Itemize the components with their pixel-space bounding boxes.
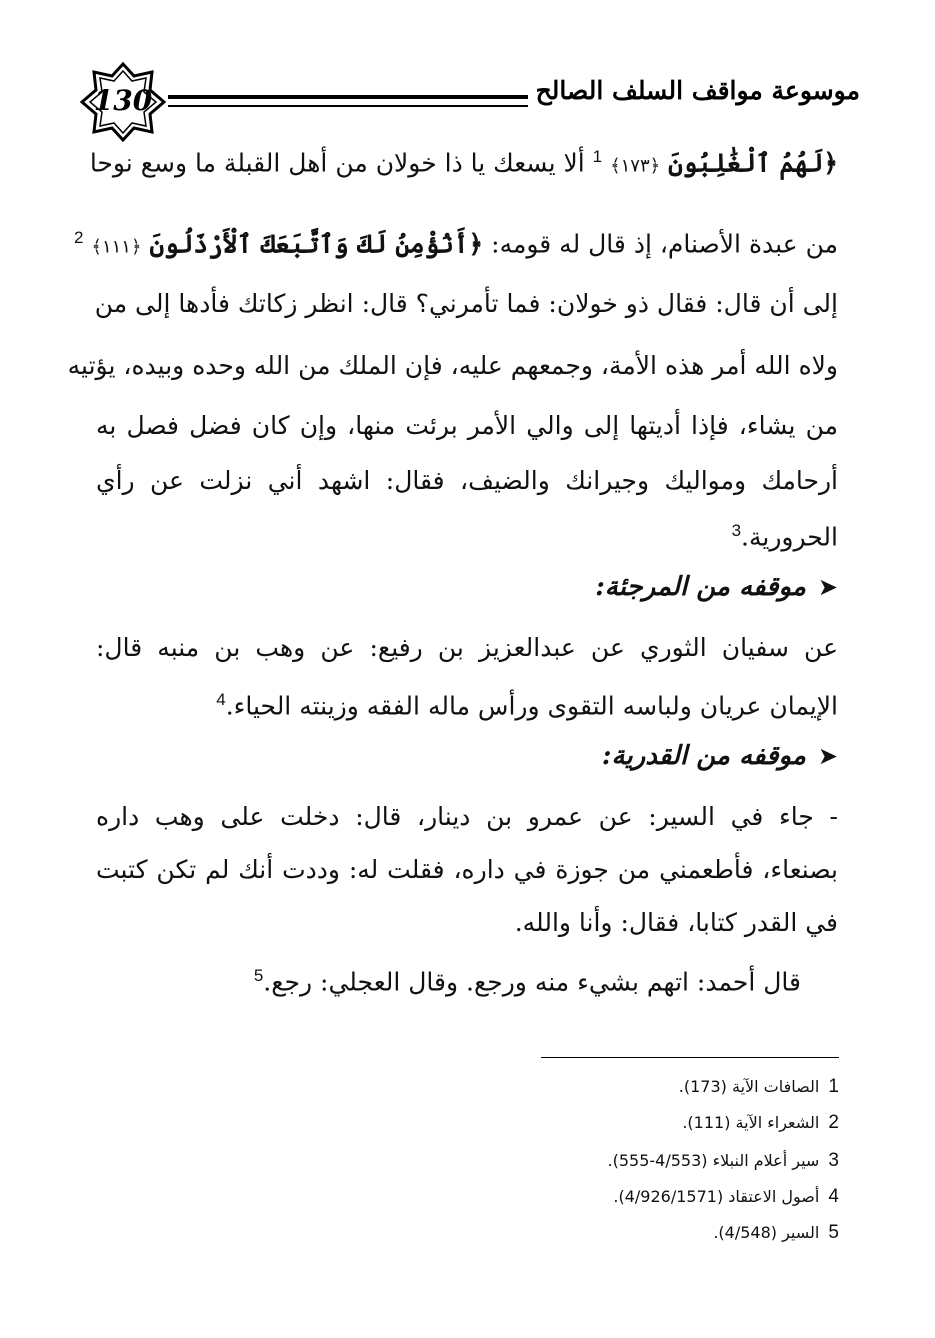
- footnote-ref: 1: [592, 147, 603, 166]
- footnote-text: الشعراء الآية (111).: [682, 1113, 820, 1132]
- footnote-ref: 4: [216, 690, 226, 709]
- verse-mark: ﴿١٧٣﴾: [610, 155, 661, 177]
- footnote-3: [96, 1149, 839, 1173]
- verse-mark: ﴿١١١﴾: [91, 236, 142, 258]
- footnote-number: 3: [828, 1150, 839, 1171]
- footnote-2: [96, 1111, 839, 1135]
- body-text: الإيمان عريان ولباسه التقوى ورأس ماله الفقه وزينته الحياء.: [225, 691, 838, 721]
- footnote-divider: [541, 1057, 839, 1058]
- body-line-3: إلى أن قال: فقال ذو خولان: فما تأمرني؟ قال: انظر زكاتك فأدها إلى من: [94, 289, 838, 318]
- footnote-number: 1: [828, 1076, 839, 1097]
- footnote-text: السير (4/548).: [713, 1223, 820, 1242]
- body-line-7: [96, 514, 838, 554]
- footnote-ref: 2: [73, 228, 84, 247]
- body-line-4: ولاه الله أمر هذه الأمة، وجمعهم عليه، فإن الملك من الله وحده وبيده، يؤتيه: [67, 351, 838, 380]
- heading-text: موقفه من المرجئة:: [595, 572, 806, 602]
- footnote-number: 2: [828, 1112, 839, 1133]
- footnote-number: 4: [828, 1186, 839, 1207]
- footnote-text: أصول الاعتقاد (4/926/1571).: [613, 1187, 820, 1206]
- footnote-ref: 5: [253, 966, 264, 985]
- quran-quote: ﴿لَهُمُ ٱلْغَٰلِبُونَ: [668, 148, 838, 178]
- body-text: ألا يسعك يا ذا خولان من أهل القبلة ما وسع نوحا: [89, 148, 585, 178]
- qadariya-line-4: [96, 959, 801, 999]
- book-title: موسوعة مواقف السلف الصالح: [535, 76, 860, 105]
- footnote-ref: 3: [731, 521, 742, 540]
- qadariya-line-3: في القدر كتابا، فقال: وأنا والله.: [514, 908, 838, 937]
- qadariya-line-2: بصنعاء، فأطعمني من جوزة في داره، فقلت له: وددت أنك لم تكن كتبت: [96, 855, 838, 884]
- footnote-text: الصافات الآية (173).: [678, 1077, 820, 1096]
- murjia-line-1: عن سفيان الثوري عن عبدالعزيز بن رفيع: عن وهب بن منبه قال:: [96, 633, 838, 662]
- header-rule: [168, 95, 528, 107]
- body-line-2: [73, 221, 838, 264]
- section-heading-murjia: [96, 572, 838, 602]
- body-text: من عبدة الأصنام، إذ قال له قومه:: [483, 229, 838, 259]
- footnote-1: [96, 1075, 839, 1099]
- footnote-4: [96, 1185, 839, 1209]
- qadariya-line-1: - جاء في السير: عن عمرو بن دينار، قال: دخلت على وهب داره: [96, 802, 838, 831]
- arrow-icon: ➤: [817, 742, 838, 770]
- murjia-line-2: [96, 683, 838, 723]
- body-line-6: أرحامك ومواليك وجيرانك والضيف، فقال: اشهد أني نزلت عن رأي: [96, 466, 838, 495]
- body-text: قال أحمد: اتهم بشيء منه ورجع. وقال العجلي: رجع.: [263, 967, 801, 997]
- footnote-5: [96, 1221, 839, 1245]
- quran-quote: ﴿أَنُؤْمِنُ لَكَ وَٱتَّبَعَكَ ٱلْأَرْذَلُونَ: [149, 229, 484, 259]
- page-header: [80, 62, 860, 142]
- page-number-badge: [80, 62, 166, 142]
- body-line-1: [89, 140, 838, 183]
- page-number: 130: [93, 84, 153, 117]
- body-line-5: من يشاء، فإذا أديتها إلى والي الأمر برئت منها، وإن كان فضل فصل به: [96, 411, 838, 440]
- body-text: الحرورية.: [741, 522, 838, 552]
- footnote-text: سير أعلام النبلاء (4/553-555).: [607, 1151, 820, 1170]
- arrow-icon: ➤: [817, 573, 838, 601]
- heading-text: موقفه من القدرية:: [601, 741, 806, 771]
- footnote-number: 5: [828, 1222, 839, 1243]
- section-heading-qadariya: [96, 741, 838, 771]
